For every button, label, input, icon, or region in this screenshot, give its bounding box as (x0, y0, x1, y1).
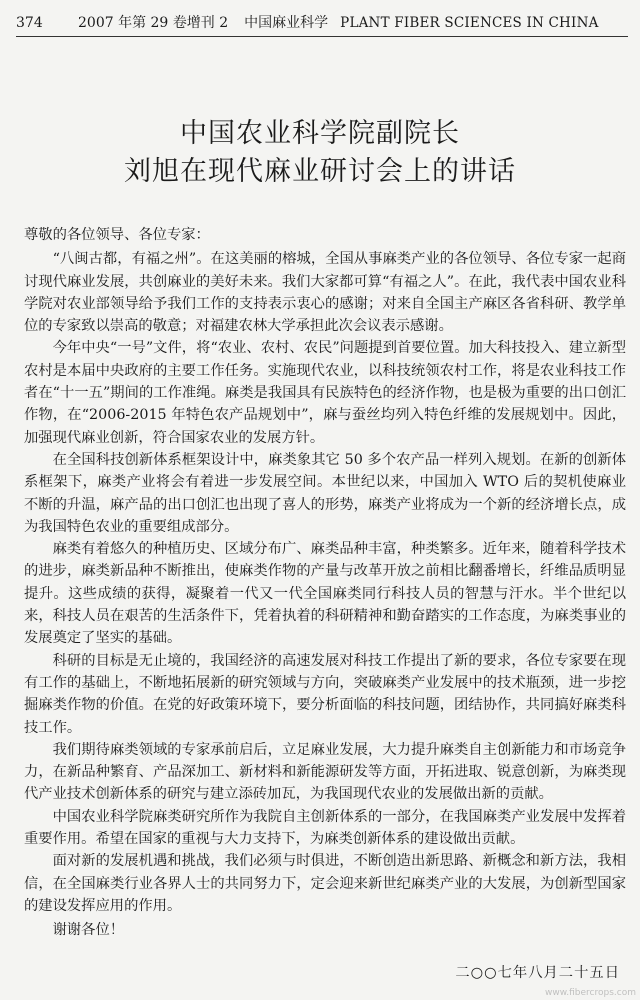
issue-info: 2007 年第 29 卷增刊 2 (78, 15, 229, 31)
paragraph: 面对新的发展机遇和挑战，我们必须与时俱进，不断创造出新思路、新概念和新方法，我相信，在全国麻类行业各界人士的共同努力下，定会迎来新世纪麻类产业的大发展，为创新型国家的建设发挥应用的作用。 (24, 853, 626, 914)
running-header (16, 14, 628, 37)
paragraph: 我们期待麻类领域的专家承前启后，立足麻业发展，大力提升麻类自主创新能力和市场竞争力，在新品种繁育、产品深加工、新材料和新能源研发等方面，开拓进取、锐意创新，为麻类现代产业技术创新体系的研究与建立添砖加瓦，为我国现代农业的发展做出新的贡献。 (24, 741, 626, 803)
paragraph: “八闽古都，有福之州”。在这美丽的榕城，全国从事麻类产业的各位领导、各位专家一起商讨现代麻业发展，共创麻业的美好未来。我们大家都可算“有福之人”。在此，我代表中国农业科学院对农业部领导给予我们工作的支持表示衷心的感谢；对来自全国主产麻区各省科研、教学单位的专家致以崇高的敬意；对福建农林大学承担此次会议表示感谢。 (24, 251, 626, 335)
closing-thanks: 谢谢各位！ (52, 922, 125, 939)
paragraph: 在全国科技创新体系框架设计中，麻类象其它 50 多个农产品一样列入规划。在新的创新体系框架下，麻类产业将会有着进一步发展空间。本世纪以来，中国加入 WTO 后的契机使麻业不断的升温，麻产品的出口创汇也出现了喜人的形势，麻类产业将成为一个新的经济增长点，成为我国特色农业的重要组成部分。 (24, 451, 626, 535)
watermark: www.fibercrops.com (545, 988, 636, 998)
salutation: 尊敬的各位领导、各位专家： (24, 227, 210, 243)
paragraph: 今年中央“一号”文件，将“农业、农村、农民”问题提到首要位置。加大科技投入、建立新型农村是本届中央政府的主要工作任务。实施现代农业，以科技统领农村工作，将是农业科技工作者在“十一五”期间的工作准绳。麻类是我国具有民族特色的经济作物，也是极为重要的出口创汇作物，在“2006-2015 年特色农产品规划中”，麻与蚕丝均列入特色纤维的发展规划中。因此，加强现代麻业创新，符合国家农业的发展方针。 (24, 340, 626, 446)
speech-body (24, 224, 626, 942)
title-line-2: 刘旭在现代麻业研讨会上的讲话 (124, 156, 516, 187)
journal-name-cn: 中国麻业科学 (244, 15, 329, 31)
title-line-1: 中国农业科学院副院长 (180, 118, 460, 149)
paragraph: 科研的目标是无止境的，我国经济的高速发展对科技工作提出了新的要求，各位专家要在现有工作的基础上，不断地拓展新的研究领域与方向，突破麻类产业发展中的技术瓶颈，进一步挖掘麻类作物的价值。在党的好政策环境下，要分析面临的科技问题，团结协作，共同搞好麻类科技工作。 (24, 652, 626, 736)
paragraph: 麻类有着悠久的种植历史、区域分布广、麻类品种丰富，种类繁多。近年来，随着科学技术的进步，麻类新品种不断推出，使麻类作物的产量与改革开放之前相比翻番增长，纤维品质明显提升。这些成绩的获得，凝聚着一代又一代全国麻类同行科技人员的智慧与汗水。半个世纪以来，科技人员在艰苦的生活条件下，凭着执着的科研精神和勤奋踏实的工作态度，为麻类事业的发展奠定了坚实的基础。 (24, 541, 626, 647)
speech-date: 二○○七年八月二十五日 (455, 965, 620, 981)
page-number: 374 (16, 15, 43, 31)
journal-name-en: PLANT FIBER SCIENCES IN CHINA (340, 15, 599, 31)
paragraph: 中国农业科学院麻类研究所作为我院自主创新体系的一部分，在我国麻类产业发展中发挥着重要作用。希望在国家的重视与大力支持下，为麻类创新体系的建设做出贡献。 (24, 808, 626, 848)
article-title (0, 115, 640, 191)
